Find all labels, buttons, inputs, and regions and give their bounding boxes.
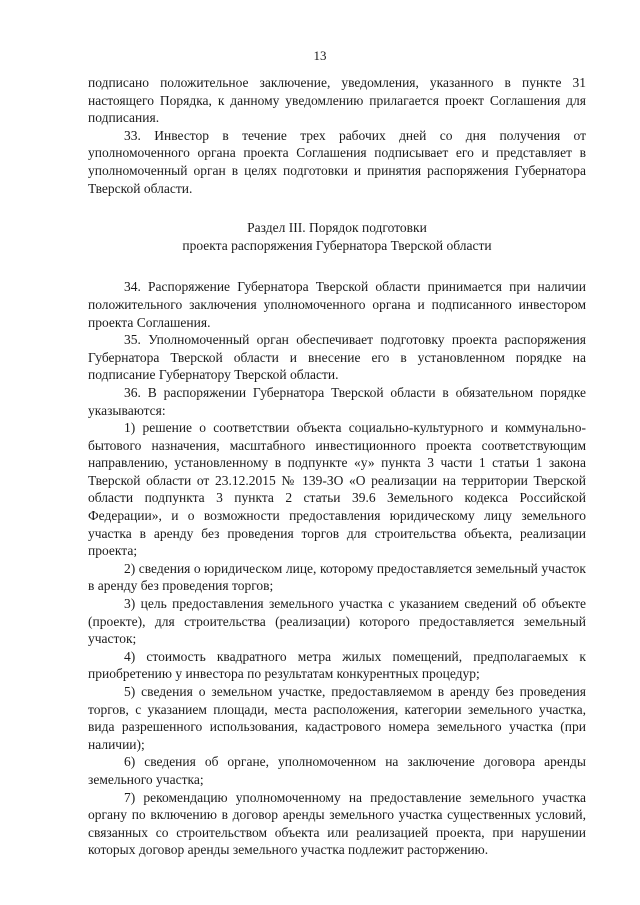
- section-title-line-2: проекта распоряжения Губернатора Тверской области: [182, 237, 492, 253]
- section-heading: [88, 219, 586, 254]
- section-title-line-1: Раздел III. Порядок подготовки: [247, 220, 427, 236]
- list-item-2: 2) сведения о юридическом лице, которому предоставляется земельный участок в аренду без проведения торгов;: [88, 560, 586, 594]
- paragraph-35: 35. Уполномоченный орган обеспечивает подготовку проекта распоряжения Губернатора Тверской области и внесение его в установленном порядке на подписание Губернатору Тверской области.: [88, 332, 586, 383]
- list-item-3: 3) цель предоставления земельного участка с указанием сведений об объекте (проекте), для строительства (реализации) которого предоставляется земельный участок;: [88, 596, 586, 647]
- paragraph-33: 33. Инвестор в течение трех рабочих дней со дня получения от уполномоченного органа проекта Соглашения подписывает его и представляет в уполномоченный орган в целях подготовки и принятия распоряжения Губернатора Тверской области.: [88, 127, 586, 196]
- list-item-7: 7) рекомендацию уполномоченному на предоставление земельного участка органу по включению в договор аренды земельного участка существенных условий, связанных со строительством объекта или реализацией проекта, при нарушении которых договор аренды земельного участка подлежит расторжению.: [88, 789, 586, 858]
- document-body: [88, 74, 586, 859]
- page-number: 13: [313, 48, 327, 63]
- list-item-1: 1) решение о соответствии объекта социально-культурного и коммунально-бытового назначения, масштабного инвестиционного проекта соответствующим направлению, установленному в подпункте «у» пункта 3 части 1 статьи 1 закона Тверской области от 23.12.2015 № 139-ЗО «О реализации на территории Тверской области подпункта 3 пункта 2 статьи 39.6 Земельного кодекса Российской Федерации», и о возможности предоставления юридическому лицу земельного участка в аренду без проведения торгов для строительства объекта, реализации проекта;: [88, 420, 586, 559]
- list-item-5: 5) сведения о земельном участке, предоставляемом в аренду без проведения торгов, с указанием площади, места расположения, категории земельного участка, вида разрешенного использования, кадастрового номера земельного участка (при наличии);: [88, 684, 586, 752]
- list-item-4: 4) стоимость квадратного метра жилых помещений, предполагаемых к приобретению у инвестора по результатам конкурентных процедур;: [88, 648, 586, 682]
- list-item-6: 6) сведения об органе, уполномоченном на заключение договора аренды земельного участка;: [88, 754, 586, 787]
- paragraph-continuation: подписано положительное заключение, уведомления, указанного в пункте 31 настоящего Порядка, к данному уведомлению прилагается проект Соглашения для подписания.: [88, 75, 586, 126]
- paragraph-36: 36. В распоряжении Губернатора Тверской области в обязательном порядке указываются:: [88, 384, 586, 418]
- paragraph-34: 34. Распоряжение Губернатора Тверской области принимается при наличии положительного заключения уполномоченного органа и подписанного инвестором проекта Соглашения.: [88, 279, 586, 330]
